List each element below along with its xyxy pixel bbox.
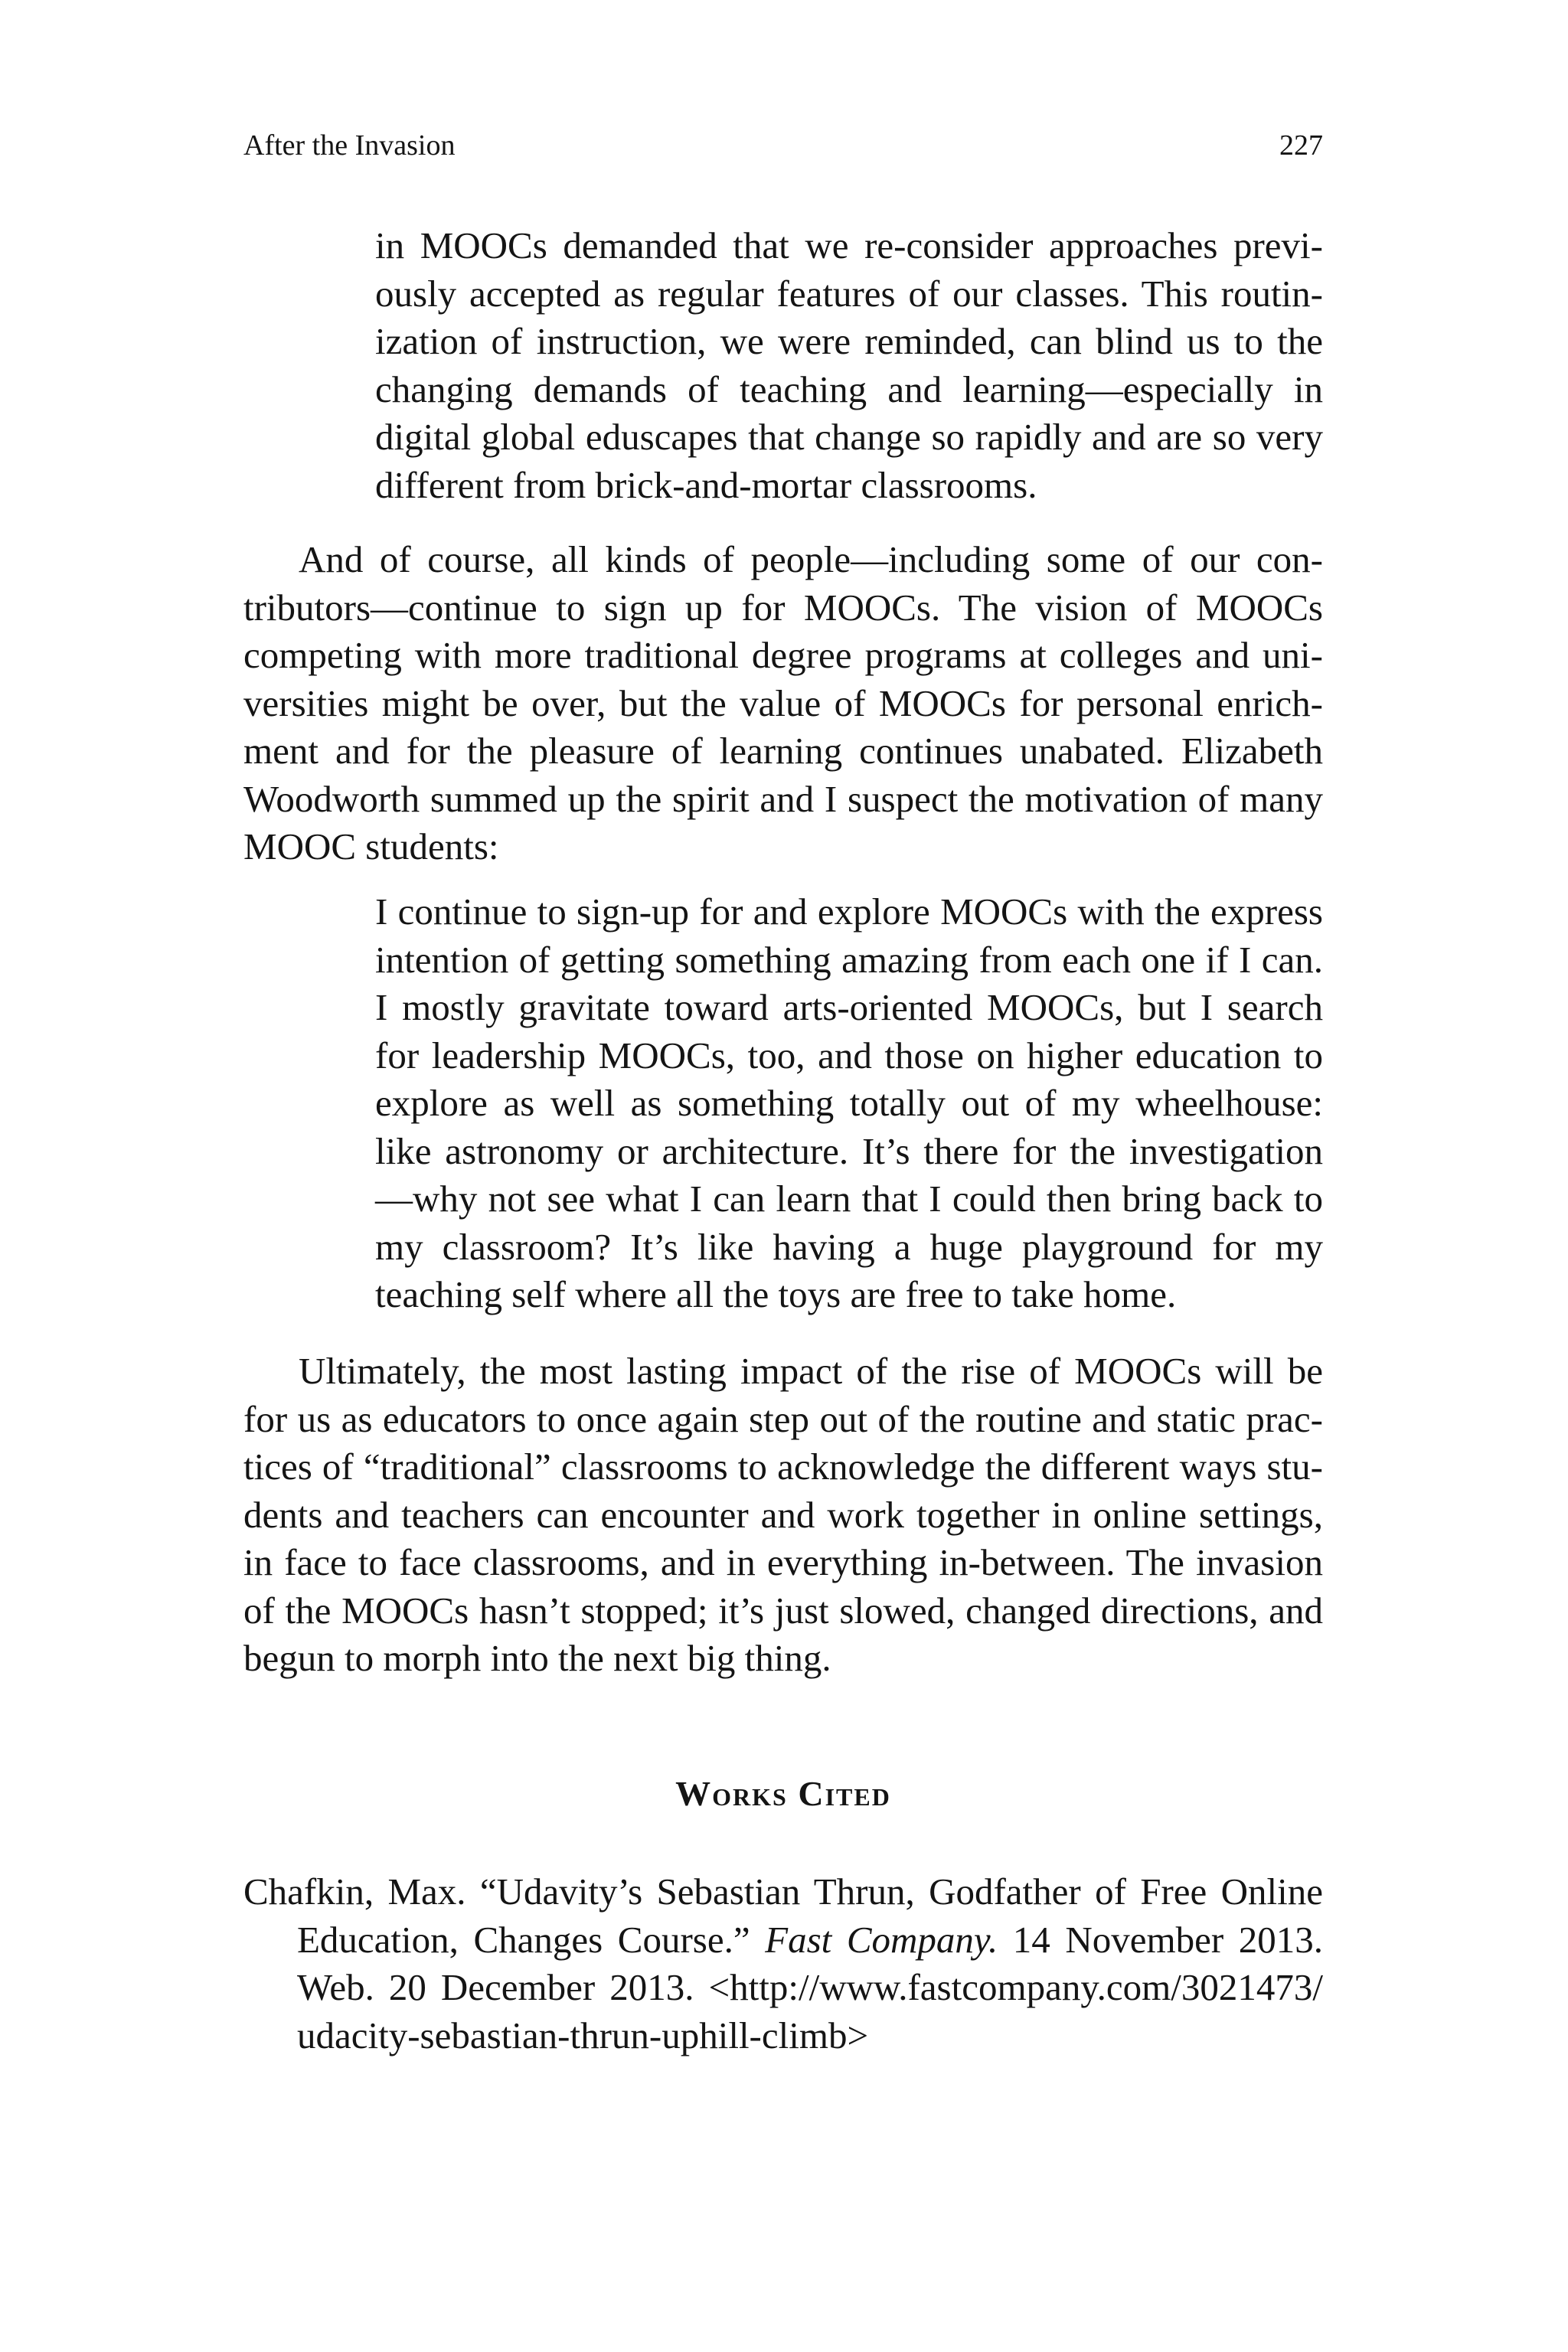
running-head-title: After the Invasion bbox=[243, 129, 456, 162]
running-head bbox=[243, 122, 1323, 168]
block-quote-woodworth bbox=[375, 888, 1323, 1319]
block-quote-text: I continue to sign-up for and explore MOOCs with the express intention of getting something amazing from each one if I can. I mostly gravitate toward arts-oriented MOOCs, but I search for leadership MOOCs, too, and those on higher education to explore as well as something totally out of my wheelhouse: like astronomy or architecture. It’s there for the investigation—why not see what I can learn that I could then bring back to my classroom? It’s like having a huge playground for my teaching self where all the toys are free to take home. bbox=[375, 890, 1323, 1315]
citation-entry bbox=[243, 1868, 1323, 2060]
citation-journal-title: Fast Company. bbox=[765, 1918, 998, 1961]
paragraph-1-text: And of course, all kinds of people—including some of our contributors—continue to sign up for MOOCs. The vision of MOOCs competing with more traditional degree programs at colleges and universities might be over, but the value of MOOCs for personal enrichment and for the pleasure of learning continues unabated. Elizabeth Woodworth summed up the spirit and I suspect the motivation of many MOOC students: bbox=[243, 538, 1323, 867]
works-cited-list bbox=[243, 1868, 1323, 2060]
citation-text-after: 14 November 2013. Web. 20 December 2013. <http://www.fastcompany.com/3021473/ udacity-sebastian-thrun-uphill-climb> bbox=[297, 1918, 1323, 2056]
body-paragraph-2 bbox=[243, 1348, 1323, 1683]
works-cited-heading: Works Cited bbox=[675, 1774, 891, 1813]
block-quote-continuation bbox=[375, 222, 1323, 509]
quote-continuation-text: in MOOCs demanded that we re-consider approaches previously accepted as regular features of our classes. This routinization of instruction, we were reminded, can blind us to the changing demands of teaching and learning—especially in digital global eduscapes that change so rapidly and are so very different from brick-and-mortar classrooms. bbox=[375, 224, 1323, 506]
paragraph-2-text: Ultimately, the most lasting impact of the rise of MOOCs will be for us as educators to once again step out of the routine and static practices of “traditional” classrooms to acknowledge the different ways students and teachers can encounter and work together in online settings, in face to face classrooms, and in everything in-between. The invasion of the MOOCs hasn’t stopped; it’s just slowed, changed directions, and begun to morph into the next big thing. bbox=[243, 1350, 1323, 1679]
body-paragraph-1 bbox=[243, 536, 1323, 871]
page-number: 227 bbox=[1279, 129, 1323, 162]
citation-text-before: Chafkin, Max. “Udavity’s Sebastian Thrun, Godfather of Free Online Education, Changes Course.” bbox=[243, 1870, 1323, 1961]
